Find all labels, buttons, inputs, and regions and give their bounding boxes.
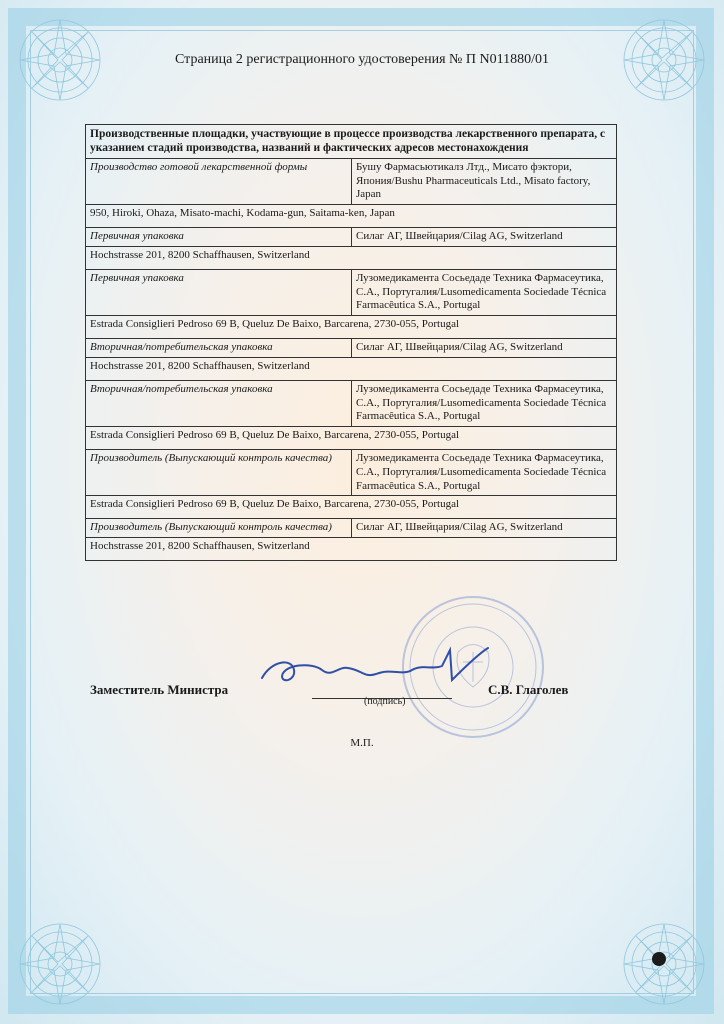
signatory-position: Заместитель Министра (90, 682, 229, 697)
table-row (86, 519, 617, 538)
address-cell: Estrada Consiglieri Pedroso 69 B, Queluz De Baixo, Barcarena, 2730-055, Portugal (86, 427, 617, 450)
signatory-name: С.В. Глаголев (488, 682, 569, 697)
table-row (86, 339, 617, 358)
address-row (86, 538, 617, 561)
manufacturer-cell: Лузомедикамента Сосьедаде Техника Фармасеутика, С.А., Португалия/Lusomedicamenta Sociedade Técnica Farmacêutica S.A., Portugal (352, 269, 617, 315)
production-stage-cell: Первичная упаковка (86, 228, 352, 247)
seal-place-label: М.П. (350, 737, 374, 749)
table-row (86, 380, 617, 426)
production-stage-cell: Первичная упаковка (86, 269, 352, 315)
address-cell: 950, Hiroki, Ohaza, Misato-machi, Kodama-gun, Saitama-ken, Japan (86, 205, 617, 228)
production-sites-table (85, 124, 617, 561)
manufacturer-cell: Бушу Фармасьютикалз Лтд., Мисато фэктори, Япония/Bushu Pharmaceuticals Ltd., Misato factory, Japan (352, 158, 617, 204)
table-row (86, 269, 617, 315)
address-cell: Estrada Consiglieri Pedroso 69 B, Queluz De Baixo, Barcarena, 2730-055, Portugal (86, 316, 617, 339)
production-stage-cell: Производитель (Выпускающий контроль качества) (86, 519, 352, 538)
address-row (86, 427, 617, 450)
production-stage-cell: Вторичная/потребительская упаковка (86, 380, 352, 426)
address-row (86, 205, 617, 228)
manufacturer-cell: Силаг АГ, Швейцария/Cilag AG, Switzerland (352, 339, 617, 358)
address-cell: Estrada Consiglieri Pedroso 69 B, Queluz De Baixo, Barcarena, 2730-055, Portugal (86, 496, 617, 519)
page-title: Страница 2 регистрационного удостоверения № П N011880/01 (175, 52, 549, 67)
table-row (86, 228, 617, 247)
production-stage-cell: Вторичная/потребительская упаковка (86, 339, 352, 358)
manufacturer-cell: Силаг АГ, Швейцария/Cilag AG, Switzerland (352, 519, 617, 538)
address-cell: Hochstrasse 201, 8200 Schaffhausen, Switzerland (86, 246, 617, 269)
corner-rosette-bottom-left (14, 918, 106, 1010)
manufacturer-cell: Силаг АГ, Швейцария/Cilag AG, Switzerland (352, 228, 617, 247)
manufacturer-cell: Лузомедикамента Сосьедаде Техника Фармасеутика, С.А., Португалия/Lusomedicamenta Sociedade Técnica Farmacêutica S.A., Portugal (352, 380, 617, 426)
address-row (86, 496, 617, 519)
manufacturer-cell: Лузомедикамента Сосьедаде Техника Фармасеутика, С.А., Португалия/Lusomedicamenta Sociedade Técnica Farmacêutica S.A., Portugal (352, 450, 617, 496)
punch-hole (652, 952, 666, 966)
address-row (86, 357, 617, 380)
signature-caption: (подпись) (364, 696, 406, 707)
signature-block (90, 682, 630, 722)
production-stage-cell: Производитель (Выпускающий контроль качества) (86, 450, 352, 496)
address-cell: Hochstrasse 201, 8200 Schaffhausen, Switzerland (86, 357, 617, 380)
table-row (86, 158, 617, 204)
table-heading: Производственные площадки, участвующие в процессе производства лекарственного препарата, с указанием стадий производства, названий и фактических адресов местонахождения (86, 125, 617, 159)
table-row (86, 450, 617, 496)
production-stage-cell: Производство готовой лекарственной формы (86, 158, 352, 204)
address-row (86, 316, 617, 339)
address-row (86, 246, 617, 269)
address-cell: Hochstrasse 201, 8200 Schaffhausen, Switzerland (86, 538, 617, 561)
corner-rosette-bottom-right (618, 918, 710, 1010)
